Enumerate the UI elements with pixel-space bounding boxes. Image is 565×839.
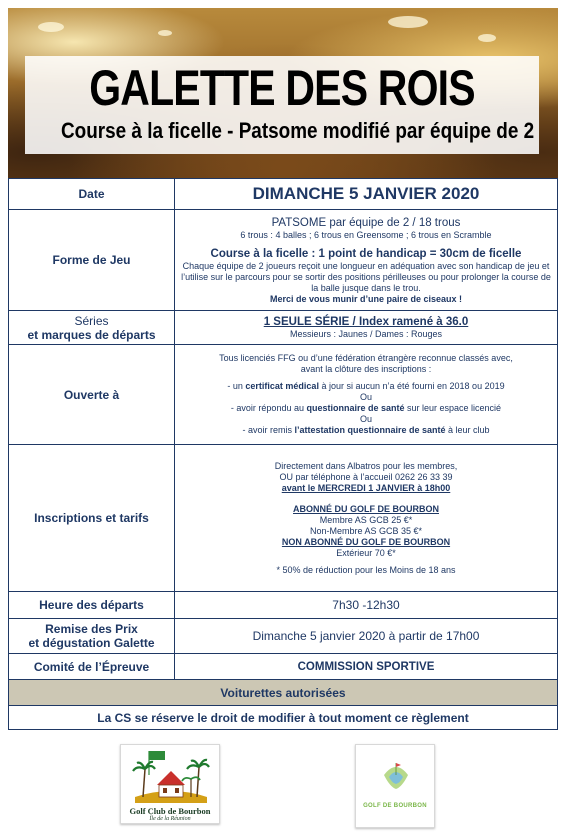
comite-text: COMMISSION SPORTIVE bbox=[297, 660, 435, 673]
table-row-date bbox=[9, 179, 558, 210]
golf-de-bourbon-logo bbox=[355, 744, 435, 828]
inscriptions-line2: OU par téléphone à l’accueil 0262 26 33 39 bbox=[279, 471, 453, 482]
clubhouse-palm-icon bbox=[121, 745, 221, 807]
ouverte-item2-bold: questionnaire de santé bbox=[306, 403, 405, 413]
remise-label bbox=[9, 619, 175, 654]
forme-line1: PATSOME par équipe de 2 / 18 trous bbox=[271, 216, 461, 229]
comite-label: Comité de l’Épreuve bbox=[9, 654, 175, 680]
date-label: Date bbox=[9, 179, 175, 210]
forme-value bbox=[175, 210, 558, 311]
series-line2: Messieurs : Jaunes / Dames : Rouges bbox=[289, 329, 443, 339]
forme-label: Forme de Jeu bbox=[9, 210, 175, 311]
ouverte-intro1: Tous licenciés FFG ou d’une fédération étrangère reconnue classés avec, bbox=[219, 353, 513, 363]
ouverte-item3-pre: - avoir remis bbox=[242, 425, 295, 435]
inscriptions-value bbox=[175, 445, 558, 592]
inscriptions-line3: avant le MERCREDI 1 JANVIER à 18h00 bbox=[281, 482, 451, 493]
table-row-footer bbox=[9, 706, 558, 730]
ouverte-item1 bbox=[181, 381, 551, 392]
gdb-logo-name: GOLF DE BOURBON bbox=[363, 803, 427, 809]
abonne-membre: Membre AS GCB 25 €* bbox=[319, 514, 413, 525]
remise-value bbox=[175, 619, 558, 654]
table-row-voiturettes bbox=[9, 680, 558, 706]
page-subtitle: Course à la ficelle - Patsome modifié par équipe de 2 bbox=[60, 118, 535, 143]
date-text: DIMANCHE 5 JANVIER 2020 bbox=[252, 184, 480, 203]
comite-value bbox=[175, 654, 558, 680]
table-row-series bbox=[9, 311, 558, 345]
abonne-title: ABONNÉ DU GOLF DE BOURBON bbox=[293, 503, 439, 514]
ouverte-item1-post: à jour si aucun n’a été fourni en 2018 ou 2019 bbox=[318, 381, 505, 391]
ouverte-item3-bold: l’attestation questionnaire de santé bbox=[294, 425, 446, 435]
remise-text: Dimanche 5 janvier 2020 à partir de 17h00 bbox=[252, 629, 480, 643]
ouverte-value bbox=[175, 345, 558, 445]
table-row-forme bbox=[9, 210, 558, 311]
ouverte-item3-post: à leur club bbox=[445, 425, 490, 435]
gcb-logo-name: Golf Club de Bourbon bbox=[129, 806, 211, 816]
inscriptions-line1: Directement dans Albatros pour les membres, bbox=[274, 460, 458, 471]
series-label-line2: et marques de départs bbox=[27, 327, 156, 342]
sparkle-decoration bbox=[158, 30, 172, 36]
ouverte-item3 bbox=[181, 425, 551, 436]
ouverte-item1-bold: certificat médical bbox=[245, 381, 319, 391]
exterieur-price: Extérieur 70 €* bbox=[336, 547, 396, 558]
heure-text: 7h30 -12h30 bbox=[332, 598, 400, 612]
gcb-logo-subtitle: Île de la Réunion bbox=[149, 816, 191, 822]
voiturettes-band: Voiturettes autorisées bbox=[9, 680, 558, 706]
sparkle-decoration bbox=[38, 22, 64, 32]
series-line1: 1 SEULE SÉRIE / Index ramené à 36.0 bbox=[263, 316, 469, 328]
forme-line5: Merci de vous munir d’une paire de ciseaux ! bbox=[269, 293, 463, 304]
sparkle-decoration bbox=[478, 34, 496, 42]
table-row-ouverte bbox=[9, 345, 558, 445]
inscriptions-label: Inscriptions et tarifs bbox=[9, 445, 175, 592]
forme-line3: Course à la ficelle : 1 point de handicap = 30cm de ficelle bbox=[210, 247, 522, 260]
table-row-heure bbox=[9, 592, 558, 619]
ouverte-item2-post: sur leur espace licencié bbox=[404, 403, 502, 413]
golf-club-de-bourbon-logo bbox=[120, 744, 220, 824]
ouverte-item2 bbox=[181, 403, 551, 414]
series-value bbox=[175, 311, 558, 345]
forme-line4: Chaque équipe de 2 joueurs reçoit une longueur en adéquation avec son handicap de jeu et l’utilise sur le parcours pour se sortir des positions périlleuses ou pour prolonger la course de la balle jusque dans le trou. bbox=[181, 260, 551, 293]
table-row-remise bbox=[9, 619, 558, 654]
series-label-line1: Séries bbox=[74, 313, 109, 328]
date-value bbox=[175, 179, 558, 210]
remise-label-line2: et dégustation Galette bbox=[28, 636, 155, 650]
heure-value bbox=[175, 592, 558, 619]
non-abonne-title: NON ABONNÉ DU GOLF DE BOURBON bbox=[281, 536, 451, 547]
ouverte-or2: Ou bbox=[359, 414, 372, 424]
table-row-inscriptions bbox=[9, 445, 558, 592]
header-banner bbox=[8, 8, 558, 178]
forme-line2: 6 trous : 4 balles ; 6 trous en Greensome ; 6 trous en Scramble bbox=[240, 229, 492, 240]
golf-course-icon bbox=[356, 745, 436, 801]
ouverte-label: Ouverte à bbox=[9, 345, 175, 445]
table-row-comite bbox=[9, 654, 558, 680]
series-label bbox=[9, 311, 175, 345]
remise-label-line1: Remise des Prix bbox=[45, 622, 138, 636]
ouverte-item2-pre: - avoir répondu au bbox=[230, 403, 307, 413]
ouverte-or1: Ou bbox=[359, 392, 372, 402]
sparkle-decoration bbox=[388, 16, 428, 28]
ouverte-item1-pre: - un bbox=[227, 381, 246, 391]
page-title: GALETTE DES ROIS bbox=[89, 60, 475, 116]
footer-notice: La CS se réserve le droit de modifier à tout moment ce règlement bbox=[9, 706, 558, 730]
heure-label: Heure des départs bbox=[9, 592, 175, 619]
abonne-non-membre: Non-Membre AS GCB 35 €* bbox=[309, 525, 423, 536]
banner-title-box bbox=[25, 56, 539, 154]
rules-table bbox=[8, 178, 558, 730]
reduction-note: * 50% de réduction pour les Moins de 18 ans bbox=[276, 564, 456, 575]
ouverte-intro2: avant la clôture des inscriptions : bbox=[300, 364, 432, 374]
